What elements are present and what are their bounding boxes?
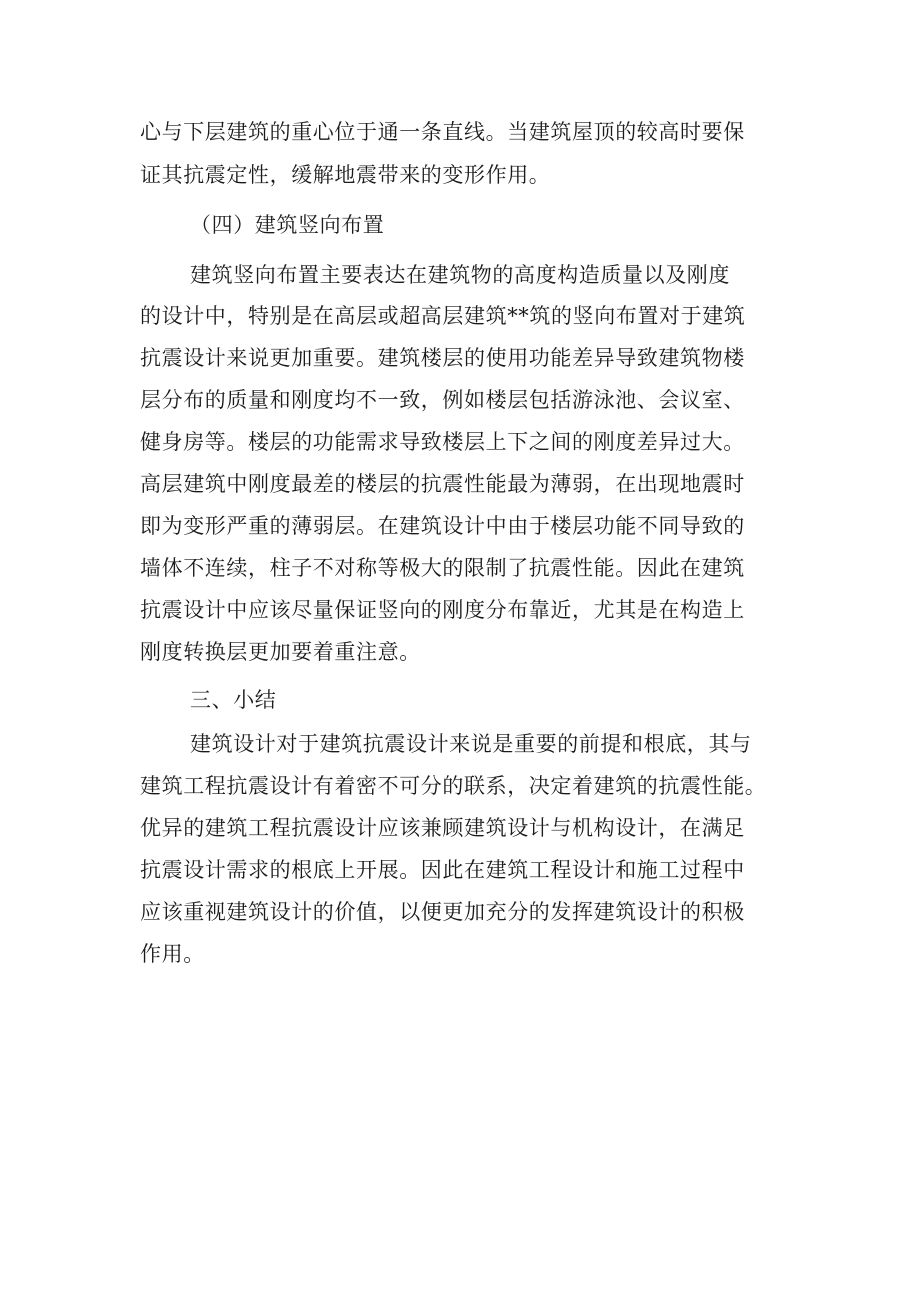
body-text-line: 层分布的质量和刚度均不一致，例如楼层包括游泳池、会议室、	[140, 388, 745, 412]
body-text-line: 墙体不连续，柱子不对称等极大的限制了抗震性能。因此在建筑	[140, 556, 745, 580]
body-text-line: 优异的建筑工程抗震设计应该兼顾建筑设计与机构设计，在满足	[140, 816, 745, 840]
body-text-line: 即为变形严重的薄弱层。在建筑设计中由于楼层功能不同导致的	[140, 514, 745, 538]
body-text-line: 抗震设计需求的根底上开展。因此在建筑工程设计和施工过程中	[140, 858, 745, 882]
body-text-line: 健身房等。楼层的功能需求导致楼层上下之间的刚度差异过大。	[140, 430, 745, 454]
body-text-line: 抗震设计来说更加重要。建筑楼层的使用功能差异导致建筑物楼	[140, 346, 745, 370]
section-heading: （四）建筑竖向布置	[190, 213, 385, 237]
body-text-line: 建筑工程抗震设计有着密不可分的联系，决定着建筑的抗震性能。	[140, 774, 767, 798]
body-text-line: 建筑竖向布置主要表达在建筑物的高度构造质量以及刚度	[190, 263, 730, 287]
section-heading: 三、小结	[190, 688, 277, 712]
body-text-line: 的设计中，特别是在高层或超高层建筑**筑的竖向布置对于建筑	[140, 304, 746, 328]
body-text-line: 应该重视建筑设计的价值，以便更加充分的发挥建筑设计的积极	[140, 900, 745, 924]
body-text-line: 作用。	[140, 942, 205, 966]
body-text-line: 证其抗震定性，缓解地震带来的变形作用。	[140, 163, 551, 187]
body-text-line: 抗震设计中应该尽量保证竖向的刚度分布靠近，尤其是在构造上	[140, 598, 745, 622]
body-text-line: 建筑设计对于建筑抗震设计来说是重要的前提和根底，其与	[190, 732, 752, 756]
body-text-line: 心与下层建筑的重心位于通一条直线。当建筑屋顶的较高时要保	[140, 120, 745, 144]
body-text-line: 高层建筑中刚度最差的楼层的抗震性能最为薄弱，在出现地震时	[140, 472, 745, 496]
body-text-line: 刚度转换层更加要着重注意。	[140, 640, 421, 664]
